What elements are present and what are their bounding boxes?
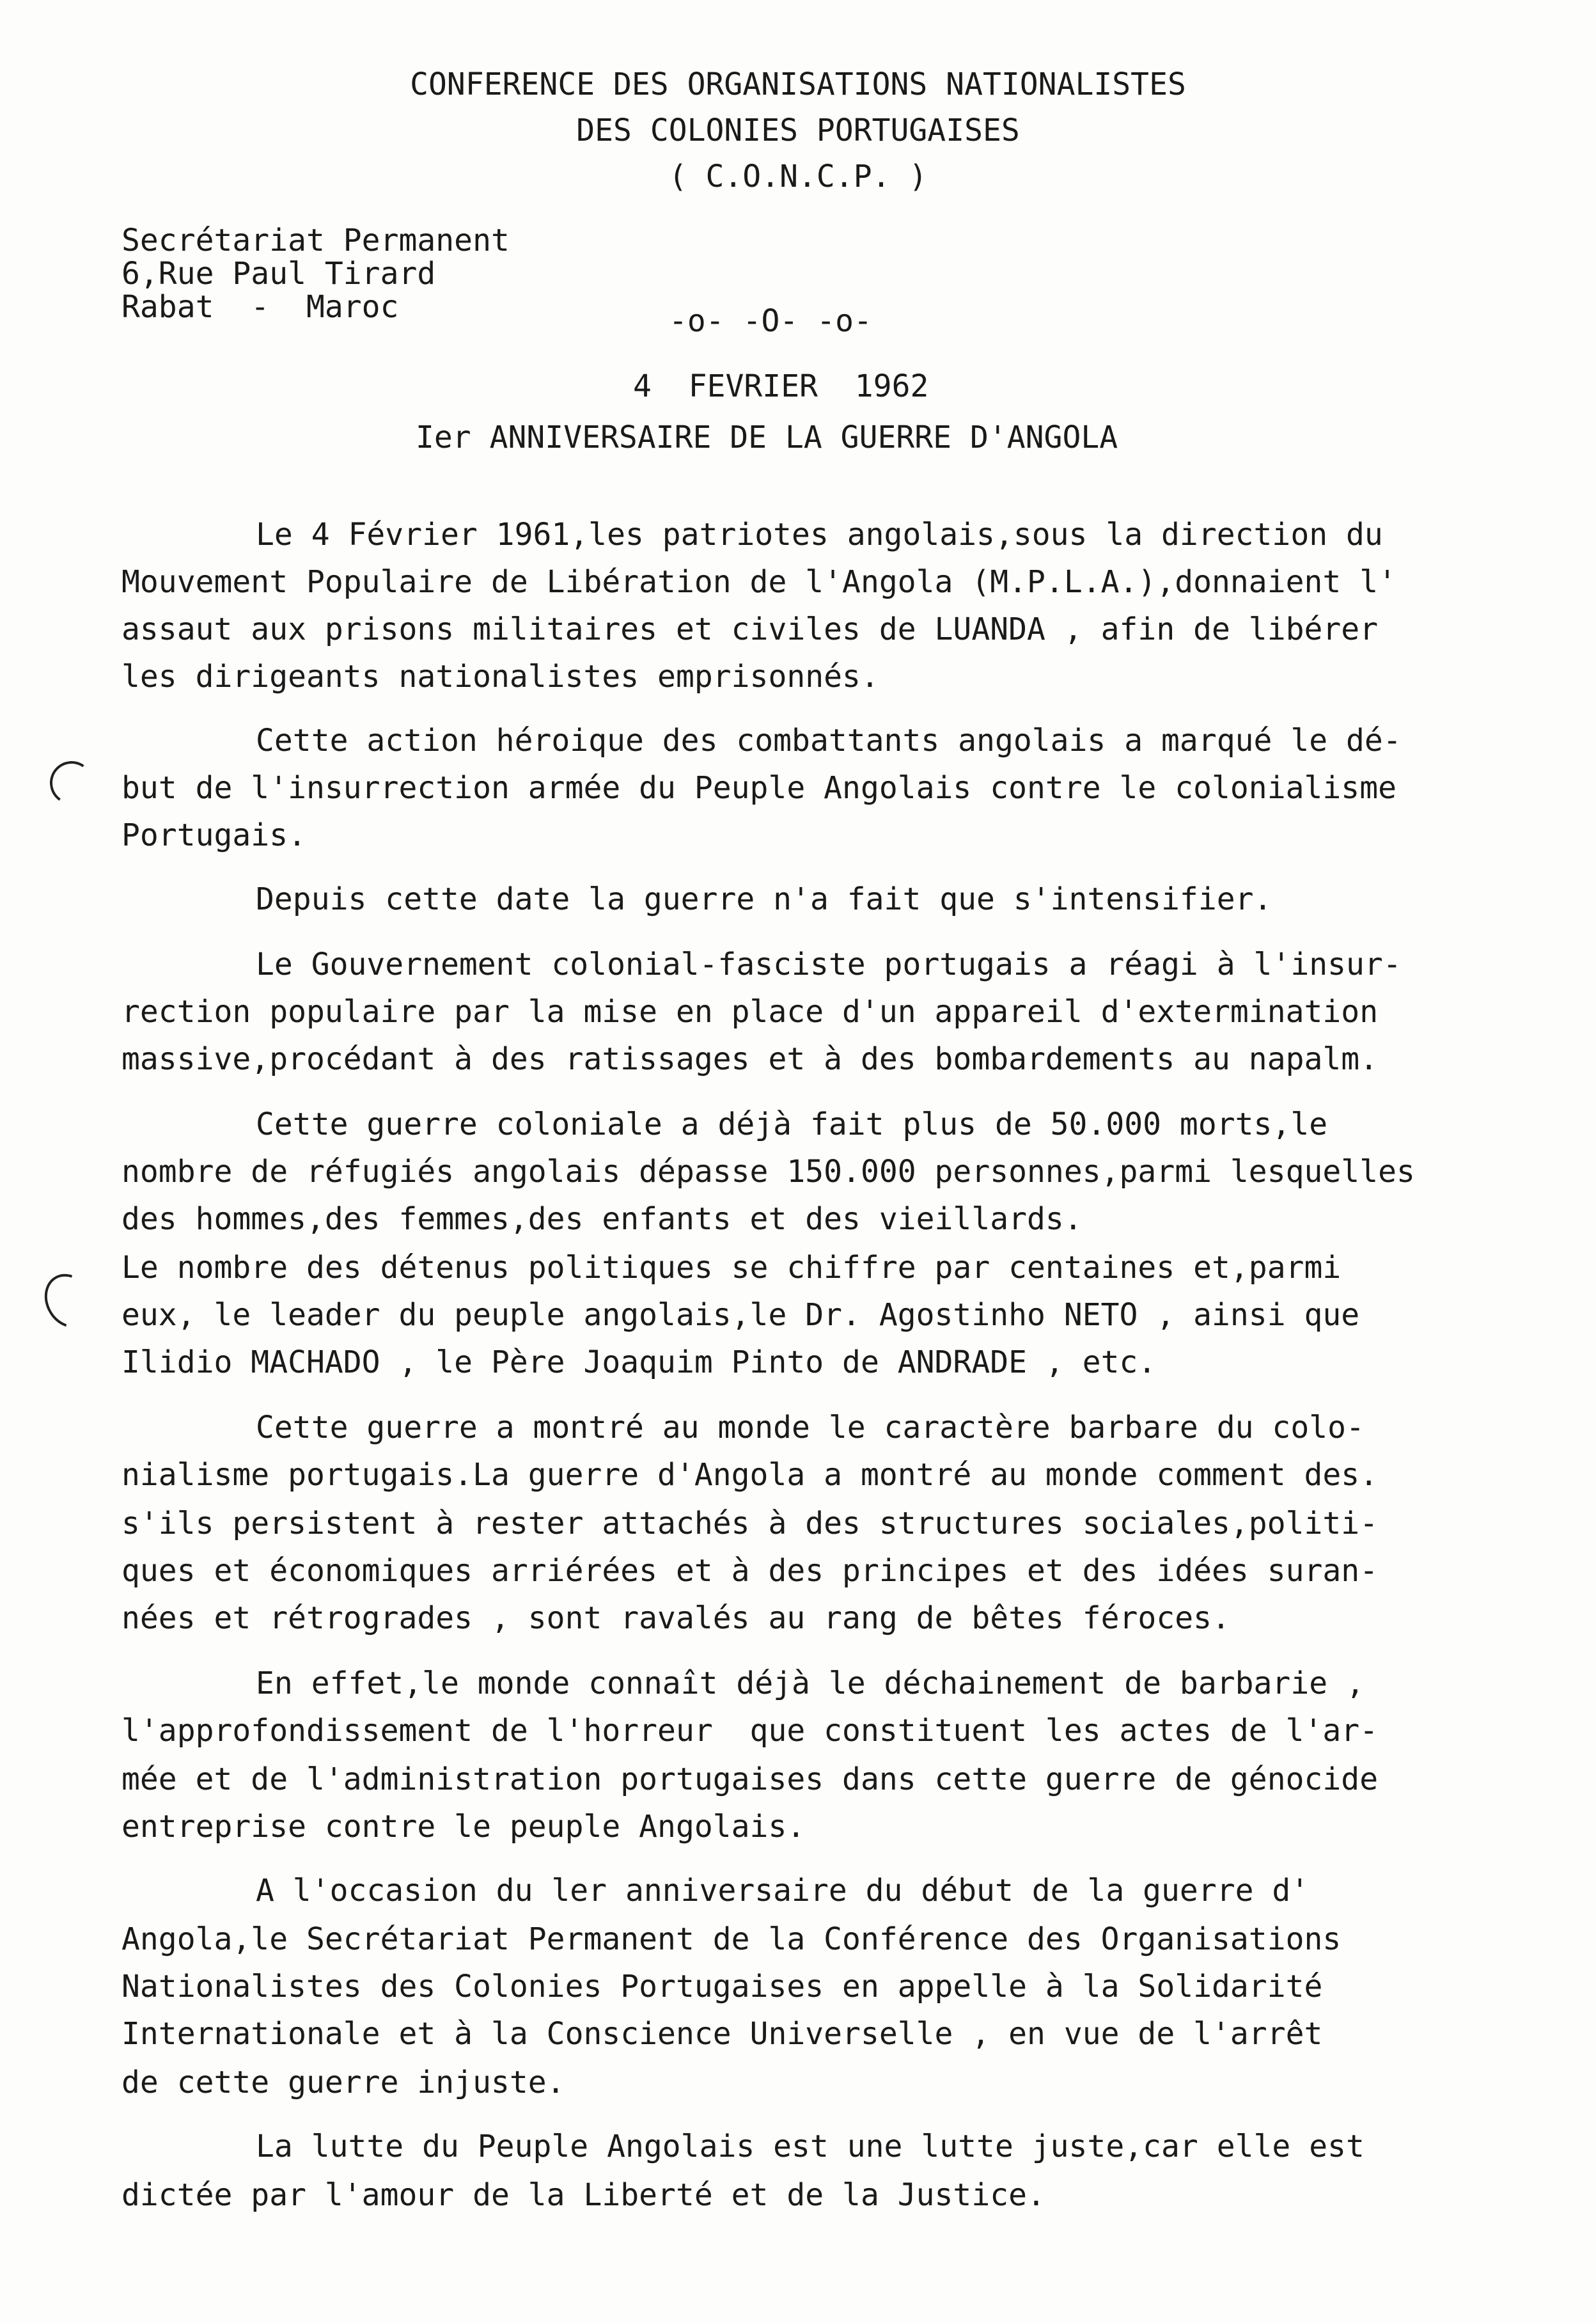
body-line: ques et économiques arriérées et à des principes et des idées suran- [121, 1553, 1379, 1589]
body-line: des hommes,des femmes,des enfants et des vieillards. [121, 1201, 1083, 1237]
body-line: Cette action héroique des combattants angolais a marqué le dé- [256, 723, 1402, 759]
org-name-line-2: DES COLONIES PORTUGAISES [576, 113, 1020, 148]
body-line: s'ils persistent à rester attachés à des structures sociales,politi- [121, 1506, 1379, 1541]
body-line: rection populaire par la mise en place d'un appareil d'extermination [121, 994, 1379, 1030]
body-line: Mouvement Populaire de Libération de l'Angola (M.P.L.A.),donnaient l' [121, 564, 1396, 600]
body-line: mée et de l'administration portugaises dans cette guerre de génocide [121, 1761, 1379, 1797]
body-line: Le Gouvernement colonial-fasciste portugais a réagi à l'insur- [256, 947, 1402, 982]
org-name-line-1: CONFERENCE DES ORGANISATIONS NATIONALISTES [410, 67, 1186, 102]
body-line: En effet,le monde connaît déjà le déchainement de barbarie , [256, 1665, 1365, 1701]
body-line: assaut aux prisons militaires et civiles de LUANDA , afin de libérer [121, 611, 1379, 647]
body-line: Angola,le Secrétariat Permanent de la Conférence des Organisations [121, 1921, 1342, 1957]
body-line: de cette guerre injuste. [121, 2065, 565, 2100]
body-line: Cette guerre coloniale a déjà fait plus de 50.000 morts,le [256, 1106, 1328, 1142]
body-line: nialisme portugais.La guerre d'Angola a montré au monde comment des. [121, 1457, 1379, 1493]
body-line: eux, le leader du peuple angolais,le Dr. Agostinho NETO , ainsi que [121, 1297, 1360, 1333]
body-line: nombre de réfugiés angolais dépasse 150.000 personnes,parmi lesquelles [121, 1154, 1415, 1190]
body-line: entreprise contre le peuple Angolais. [121, 1809, 806, 1845]
body-line: Ilidio MACHADO , le Père Joaquim Pinto de ANDRADE , etc. [121, 1344, 1157, 1380]
body-line: Portugais. [121, 817, 306, 853]
document-date: 4 FEVRIER 1962 [633, 368, 929, 404]
body-line: La lutte du Peuple Angolais est une lutte juste,car elle est [256, 2129, 1365, 2164]
body-line: Le nombre des détenus politiques se chiffre par centaines et,parmi [121, 1250, 1342, 1286]
org-acronym: ( C.O.N.C.P. ) [668, 159, 928, 194]
body-line: dictée par l'amour de la Liberté et de la Justice. [121, 2177, 1045, 2213]
body-line: Internationale et à la Conscience Universelle , en vue de l'arrêt [121, 2016, 1323, 2052]
body-line: but de l'insurrection armée du Peuple Angolais contre le colonialisme [121, 770, 1396, 806]
body-line: Le 4 Février 1961,les patriotes angolais,sous la direction du [256, 517, 1383, 553]
body-line: nées et rétrogrades , sont ravalés au rang de bêtes féroces. [121, 1600, 1230, 1636]
address-line-3: Rabat - Maroc [121, 289, 399, 325]
body-line: Nationalistes des Colonies Portugaises en appelle à la Solidarité [121, 1969, 1323, 2004]
body-line: massive,procédant à des ratissages et à des bombardements au napalm. [121, 1041, 1379, 1077]
address-line-1: Secrétariat Permanent [121, 223, 510, 258]
body-line: A l'occasion du ler anniversaire du début de la guerre d' [256, 1873, 1310, 1909]
punch-hole-mark [35, 1265, 103, 1337]
body-line: les dirigeants nationalistes emprisonnés. [121, 659, 879, 695]
separator: -o- -O- -o- [669, 303, 872, 339]
body-line: l'approfondissement de l'horreur que constituent les actes de l'ar- [121, 1713, 1379, 1749]
punch-hole-mark [47, 758, 97, 808]
document-subtitle: Ier ANNIVERSAIRE DE LA GUERRE D'ANGOLA [416, 420, 1118, 455]
address-line-2: 6,Rue Paul Tirard [121, 256, 436, 292]
body-line: Cette guerre a montré au monde le caractère barbare du colo- [256, 1410, 1365, 1445]
body-line: Depuis cette date la guerre n'a fait que s'intensifier. [256, 881, 1272, 917]
